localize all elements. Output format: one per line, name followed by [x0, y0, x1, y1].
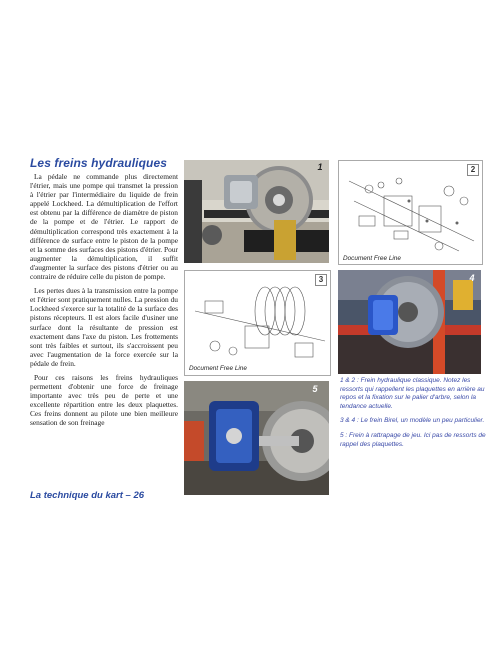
article-paragraph: Pour ces raisons les freins hydrauliques permettent d'obtenir une force de freinage importante avec très peu de perte et une excellente répartition entre les deux plaquettes. Ces freins donnent au pilote une bien meilleure sensation de son freinage: [30, 372, 178, 428]
photo-5-self-adjusting-brake: [184, 381, 329, 495]
caption: 5 : Frein à rattrapage de jeu. Ici pas de ressorts de rappel des plaquettes.: [340, 431, 486, 448]
caption: 1 & 2 : Frein hydraulique classique. Notez les ressorts qui rappellent les plaquettes en arrière au repos et la fixation sur le palier d'arbre, selon la tendance actuelle.: [340, 377, 485, 410]
caption: 3 & 4 : Le frein Birel, un modèle un peu particulier.: [340, 417, 485, 425]
article-title: Les freins hydrauliques: [30, 156, 168, 170]
figure-credit: Document Free Line: [343, 255, 401, 262]
page-footer: La technique du kart – 26: [30, 490, 145, 501]
figure-number: 2: [467, 164, 479, 176]
figure-number: 4: [469, 273, 475, 283]
figure-number: 1: [317, 162, 323, 172]
photo-2-exploded-drawing: [338, 160, 483, 265]
article-body: [30, 172, 178, 433]
photo-4-birel-brake: [338, 270, 481, 374]
article-paragraph: Les pertes dues à la transmission entre la pompe et l'étrier sont pratiquement nulles. La pression du Lockheed s'exerce sur la totalité de la surface des pistons récepteurs. Il est alors facile d'usiner une surface dont la résultante de pression est exactement dans l'axe du piston. Les frottements sont très faibles et surtout, ils s'accroissent peu avec l'augmentation de la force exercée sur la pédale de frein.: [30, 286, 178, 368]
article-paragraph: La pédale ne commande plus directement l'étrier, mais une pompe qui transmet la pression à l'étrier par l'intermédiaire du liquide de frein appelé Lockheed. La démultiplication de l'effort est obtenu par la différence de diamètre de piston de la pompe et de l'étrier. Le rapport de démultiplication correspond très exactement à la différence de surface entre le piston de la pompe et la somme des surfaces des pistons d'étrier. Pour augmenter la démultiplication, il suffit d'augmenter la surface des pistons d'étrier ou au contraire de réduire celle du piston de pompe.: [30, 172, 178, 282]
figure-number: 3: [315, 274, 327, 286]
photo-1-caliper: [184, 160, 329, 263]
figure-credit: Document Free Line: [189, 365, 247, 372]
figure-number: 5: [312, 384, 318, 394]
figure-captions: [340, 377, 490, 455]
photo-3-exploded-drawing: [184, 270, 331, 376]
